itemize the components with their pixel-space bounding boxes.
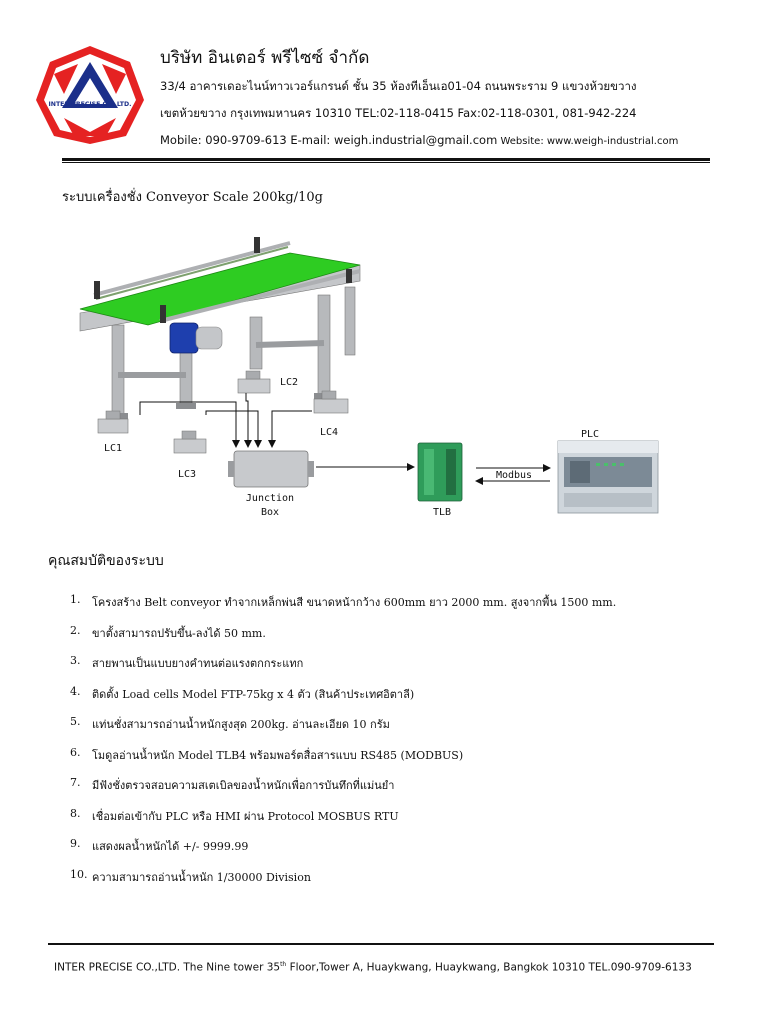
header-rule-thin [62, 162, 710, 163]
junction-box [228, 451, 314, 487]
company-name: บริษัท อินเตอร์ พรีไซซ์ จำกัด [160, 48, 370, 68]
footer-sup: th [280, 961, 287, 968]
spec-item [70, 593, 616, 624]
spec-item [70, 624, 616, 655]
belt-conveyor [80, 237, 360, 419]
spec-item [70, 715, 616, 746]
spec-text: แสดงผลน้ำหนักได้ +/- 9999.99 [92, 840, 249, 853]
system-diagram [60, 225, 740, 530]
footer-part2: Floor,Tower A, Huaykwang, Huaykwang, Bangkok 10310 TEL.090-9709-6133 [286, 961, 692, 974]
spec-number: 3. [70, 654, 81, 667]
spec-text: มีฟังชั่งตรวจสอบความสเตเบิลของน้ำหนักเพื่อการบันทึกที่แม่นยำ [92, 779, 395, 792]
spec-number: 6. [70, 745, 81, 759]
company-logo [34, 44, 146, 146]
spec-number: 4. [70, 684, 81, 698]
contact-line [160, 133, 678, 147]
address-line-2: เขตห้วยขวาง กรุงเทพมหานคร 10310 TEL:02-118-0415 Fax:02-118-0301, 081-942-224 [160, 106, 637, 120]
spec-number: 10. [70, 867, 88, 881]
spec-text: ติดตั้ง Load cells Model FTP-75kg x 4 ตัว (สินค้าประเทศอิตาลี) [92, 687, 415, 701]
plc-unit [558, 441, 658, 513]
label-lc3: LC3 [178, 469, 197, 480]
label-lc1: LC1 [104, 443, 123, 454]
spec-item [70, 685, 616, 716]
spec-item [70, 837, 616, 868]
logo-text: INTER PRECISE CO.,LTD. [48, 101, 132, 108]
spec-text: เชื่อมต่อเข้ากับ PLC หรือ HMI ผ่าน Protocol MOSBUS RTU [92, 809, 399, 823]
spec-text: ความสามารถอ่านน้ำหนัก 1/30000 Division [92, 870, 311, 884]
spec-number: 8. [70, 806, 81, 820]
spec-item [70, 868, 616, 899]
spec-item [70, 807, 616, 838]
specs-heading: คุณสมบัติของระบบ [48, 553, 164, 569]
load-cell-wiring [140, 393, 312, 447]
spec-number: 7. [70, 776, 81, 789]
spec-item [70, 776, 616, 807]
spec-text: แท่นชั่งสามารถอ่านน้ำหนักสูงสุด 200kg. อ่านละเอียด 10 กรัม [92, 718, 390, 731]
contact-main: Mobile: 090-9709-613 E-mail: weigh.industrial@gmail.com [160, 133, 498, 147]
document-title: ระบบเครื่องชั่ง Conveyor Scale 200kg/10g [62, 190, 323, 205]
address-line-1: 33/4 อาคารเดอะไนน์ทาวเวอร์แกรนด์ ชั้น 35 ห้องทีเอ็นเอ01-04 ถนนพระราม 9 แขวงห้วยขวาง [160, 79, 637, 93]
spec-number: 5. [70, 715, 81, 728]
spec-number: 1. [70, 593, 81, 606]
spec-item [70, 654, 616, 685]
footer-rule [48, 943, 714, 945]
footer-part1: INTER PRECISE CO.,LTD. The Nine tower 35 [54, 961, 281, 974]
spec-number: 9. [70, 837, 81, 850]
label-modbus: Modbus [495, 470, 533, 481]
label-plc: PLC [580, 429, 600, 440]
spec-text: โมดูลอ่านน้ำหนัก Model TLB4 พร้อมพอร์ตสื่อสารแบบ RS485 (MODBUS) [92, 748, 464, 762]
spec-item [70, 746, 616, 777]
label-tlb: TLB [432, 507, 452, 518]
footer-address [54, 961, 692, 974]
label-junction-box: Box [260, 507, 280, 518]
label-junction: Junction [245, 493, 295, 504]
label-lc2: LC2 [280, 377, 299, 388]
spec-number: 2. [70, 623, 81, 637]
load-cell-lc3 [174, 431, 206, 453]
tlb-module [418, 443, 462, 501]
spec-text: โครงสร้าง Belt conveyor ทำจากเหล็กพ่นสี ขนาดหน้ากว้าง 600mm ยาว 2000 mm. สูงจากพื้น 1500 mm. [92, 596, 617, 609]
header-rule [62, 158, 710, 161]
spec-text: สายพานเป็นแบบยางคำทนต่อแรงตกกระแทก [92, 657, 304, 670]
spec-text: ขาตั้งสามารถปรับขึ้น-ลงได้ 50 mm. [92, 626, 266, 640]
contact-website: Website: www.weigh-industrial.com [497, 136, 679, 147]
specs-list [70, 593, 616, 898]
label-lc4: LC4 [320, 427, 339, 438]
load-cell-lc2 [238, 371, 270, 393]
